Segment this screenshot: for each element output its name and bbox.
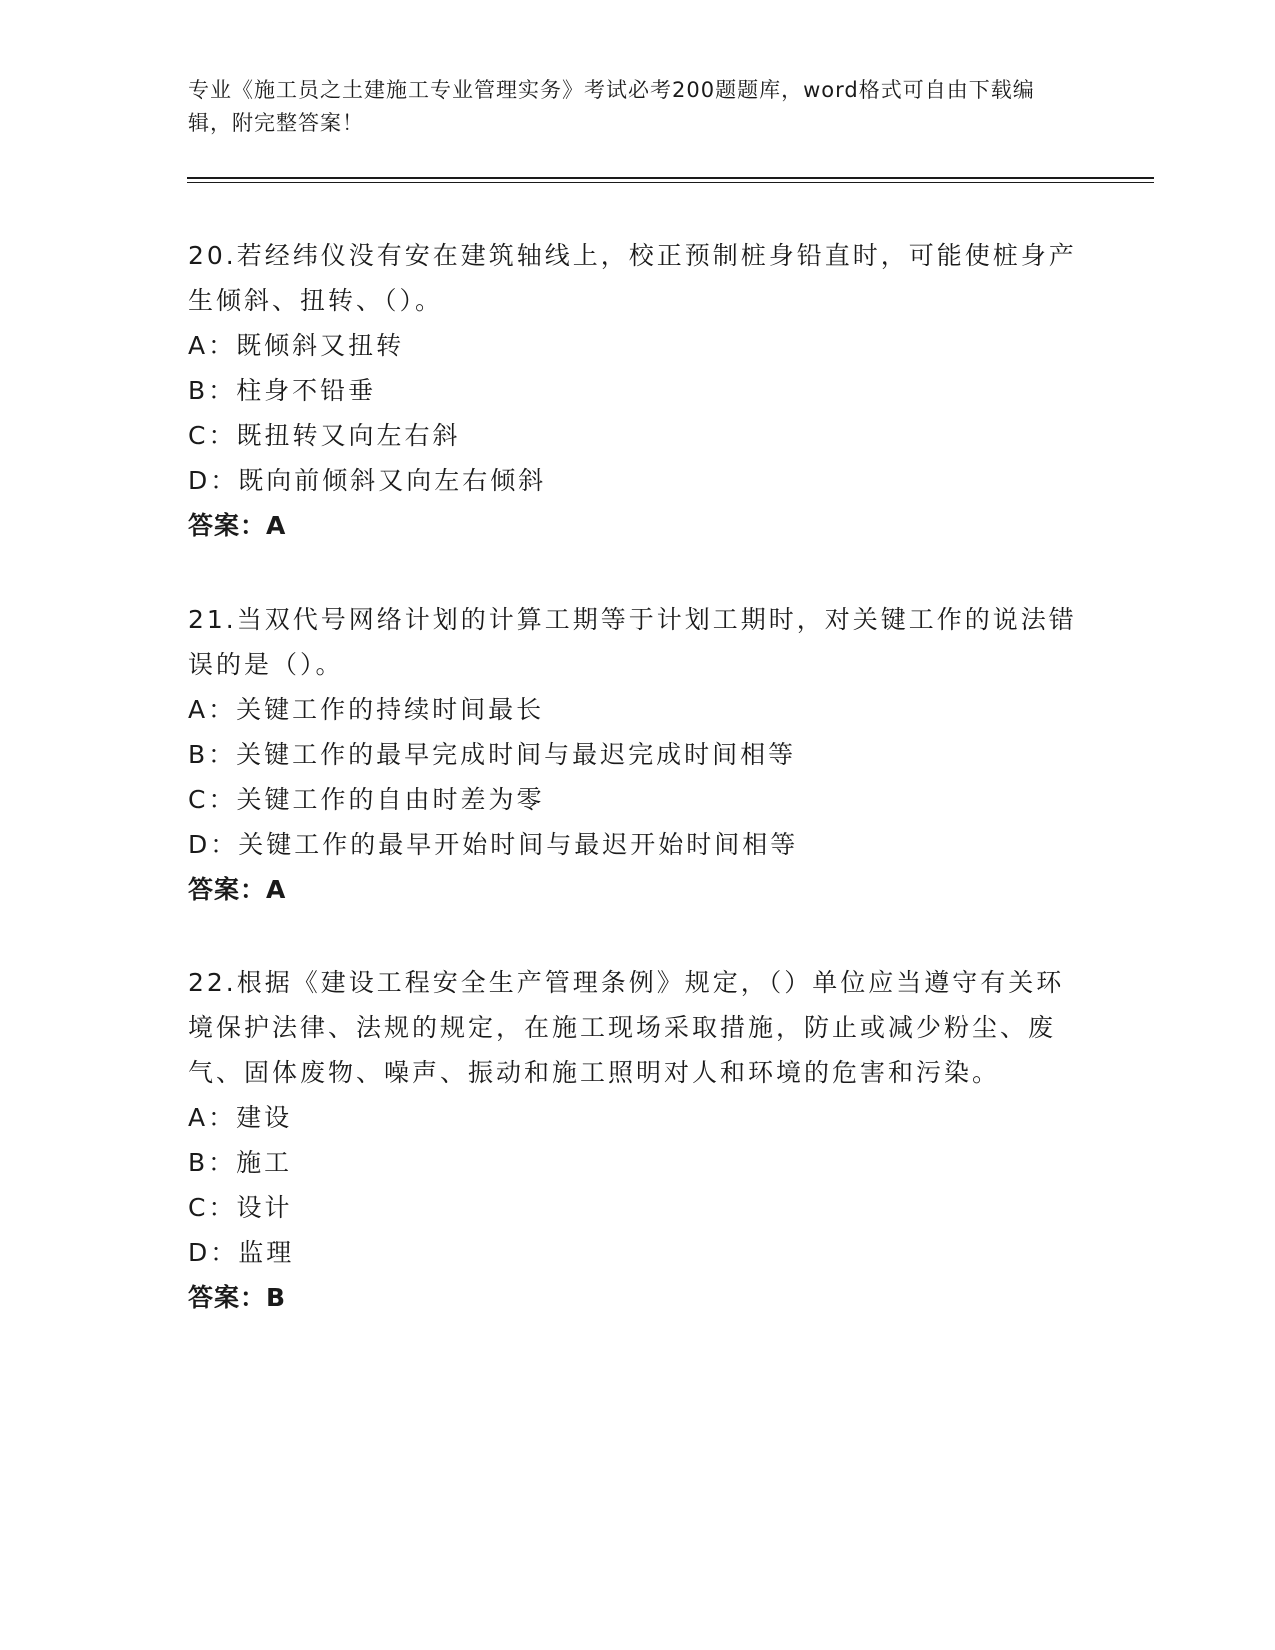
option-c: C：设计 (188, 1193, 293, 1222)
answer: 答案：B (188, 1283, 287, 1312)
header-divider-thick (187, 177, 1154, 179)
question-block (188, 233, 1088, 548)
question-text: 22.根据《建设工程安全生产管理条例》规定，（）单位应当遵守有关环境保护法律、法规的规定，在施工现场采取措施，防止或减少粉尘、废气、固体废物、噪声、振动和施工照明对人和环境的危害和污染。 (188, 968, 1065, 1087)
option-b: B：关键工作的最早完成时间与最迟完成时间相等 (188, 740, 797, 769)
option-a: A：关键工作的持续时间最长 (188, 695, 545, 724)
option-d: D：关键工作的最早开始时间与最迟开始时间相等 (188, 830, 799, 859)
question-block (188, 597, 1088, 912)
option-b: B：施工 (188, 1148, 293, 1177)
header-divider-thin (187, 182, 1154, 183)
answer: 答案：A (188, 511, 287, 540)
option-d: D：既向前倾斜又向左右倾斜 (188, 466, 547, 495)
question-text: 21.当双代号网络计划的计算工期等于计划工期时，对关键工作的说法错误的是（）。 (188, 605, 1077, 679)
option-d: D：监理 (188, 1238, 295, 1267)
option-a: A：既倾斜又扭转 (188, 331, 405, 360)
document-header: 专业《施工员之土建施工专业管理实务》考试必考200题题库，word格式可自由下载编辑，附完整答案！ (188, 78, 1035, 135)
option-b: B：柱身不铅垂 (188, 376, 377, 405)
option-a: A：建设 (188, 1103, 293, 1132)
option-c: C：既扭转又向左右斜 (188, 421, 461, 450)
answer: 答案：A (188, 875, 287, 904)
option-c: C：关键工作的自由时差为零 (188, 785, 545, 814)
question-text: 20.若经纬仪没有安在建筑轴线上，校正预制桩身铅直时，可能使桩身产生倾斜、扭转、（）。 (188, 241, 1077, 315)
question-block (188, 960, 1088, 1320)
